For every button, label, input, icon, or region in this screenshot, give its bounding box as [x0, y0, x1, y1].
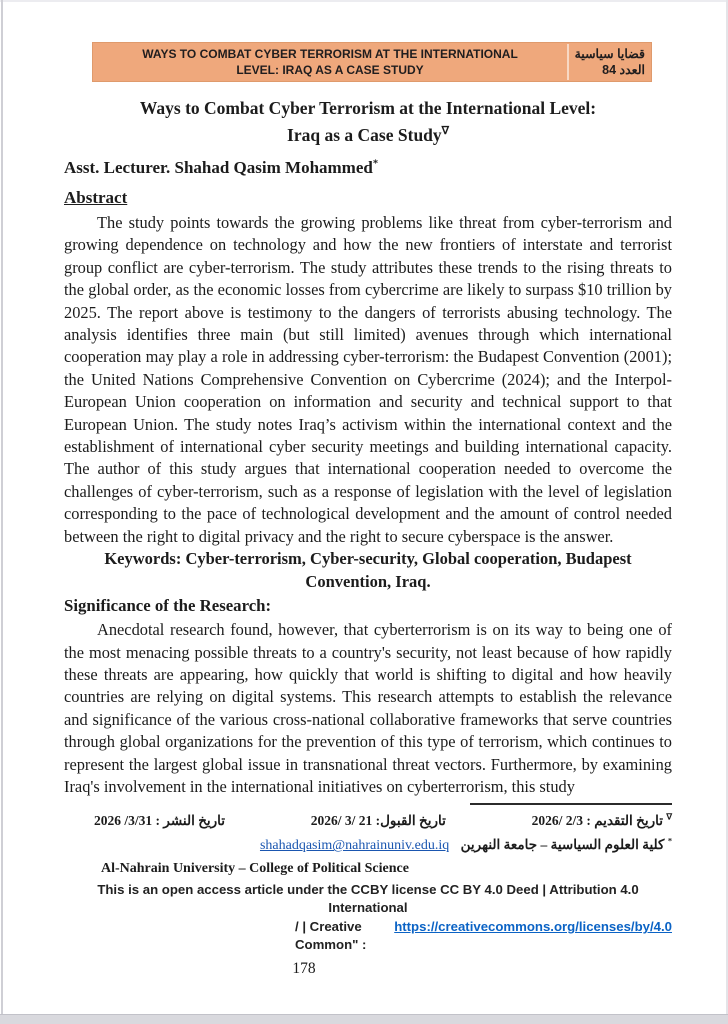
page-content — [64, 0, 672, 979]
page-edge-bottom — [0, 1014, 728, 1024]
publication-date: تاريخ النشر : 2026 /3/31 — [94, 813, 226, 829]
abstract-paragraph: The study points towards the growing problems like threat from cyber-terrorism and growing dependence on technology and how the new frontiers of interstate and terrorist group conflict are cyber-terrorism. The study attributes these trends to the rising threats to the global order, as the economic losses from cybercrime are likely to surpass $10 trillion by 2025. The report above is testimony to the dangers of terrorists abusing technology. The analysis identifies three main (but still limited) avenues through which international cooperation may play a role in addressing cyber-terrorism: the Budapest Convention (2001); the United Nations Comprehensive Convention on Cybercrime (2024); and the Interpol-European Union cooperation on information and security and technical support to that European Union. The study notes Iraq’s activism within the international context and the establishment of international cyber security meetings and building international capacity. The author of this study argues that international cooperation needed to overcome the challenges of cyber-terrorism, such as a response of legislation with the level of legislation corresponding to the pace of technological development and the amount of control needed between the right to digital privacy and the right to secure cyberspace is the answer. — [64, 213, 672, 546]
license-line2 — [64, 918, 672, 954]
affiliation-email-row — [64, 835, 672, 855]
author-footnote-marker: * — [372, 158, 379, 170]
license-url-link[interactable]: https://creativecommons.org/licenses/by/4.0 — [394, 919, 672, 935]
dates-row — [64, 812, 672, 830]
significance-heading: Significance of the Research: — [64, 596, 272, 616]
journal-info-arabic — [569, 43, 651, 81]
license-statement: This is an open access article under the CCBY license CC BY 4.0 Deed | Attribution 4.0 International — [97, 882, 639, 916]
journal-header-banner — [92, 42, 652, 82]
running-title — [93, 43, 567, 81]
page-edge-left — [1, 0, 3, 1016]
author-line: Asst. Lecturer. Shahad Qasim Mohammed* — [64, 158, 379, 177]
running-title-line1: WAYS TO COMBAT CYBER TERRORISM AT THE INTERNATIONAL — [142, 47, 518, 61]
paper-title-line2: Iraq as a Case Study∇ — [287, 125, 449, 145]
creative-common-text: / | Creative Common" : — [295, 919, 367, 953]
paper-title — [64, 95, 672, 149]
title-footnote-marker: ∇ — [441, 125, 449, 138]
journal-name-arabic: قضايا سياسية — [574, 47, 645, 61]
affiliation-english: Al-Nahrain University – College of Political Science — [101, 861, 409, 877]
paper-title-line1: Ways to Combat Cyber Terrorism at the International Level: — [139, 98, 597, 118]
author-email-link[interactable]: shahadqasim@nahrainuniv.edu.iq — [259, 838, 450, 854]
abstract-heading: Abstract — [64, 188, 128, 207]
affiliation-footnote-marker: * — [667, 836, 672, 846]
affiliation-arabic: كلية العلوم السياسية – جامعة النهرين — [460, 837, 665, 853]
keywords-line: Keywords: Cyber-terrorism, Cyber-security, Global cooperation, Budapest Convention, Iraq. — [104, 549, 632, 591]
acceptance-date: تاريخ القبول: 2026/ 3/ 21 — [310, 813, 446, 829]
issue-number-arabic: العدد 84 — [602, 63, 645, 77]
submission-footnote-marker: ∇ — [666, 812, 672, 822]
submission-date: ∇ تاريخ التقديم : 2026/ 2/3 — [531, 812, 672, 829]
page-number: 178 — [292, 960, 316, 978]
footnote-separator — [470, 803, 672, 805]
running-title-line2: LEVEL: IRAQ AS A CASE STUDY — [236, 63, 424, 77]
significance-paragraph: Anecdotal research found, however, that cyberterrorism is on its way to being one of the most menacing possible threats to a country's security, not least because of how rapidly these threats are appearing, how quickly that world is shifting to digital and how heavily countries are relying on digital systems. This research attempts to establish the relevance and significance of the various cross-national collaborative frameworks that serve countries through global organizations for the prevention of this type of terrorism, which continues to represent the largest global issue in transnational threat vectors. Furthermore, by examining Iraq's involvement in the international initiatives on cyberterrorism, this study — [64, 620, 672, 796]
